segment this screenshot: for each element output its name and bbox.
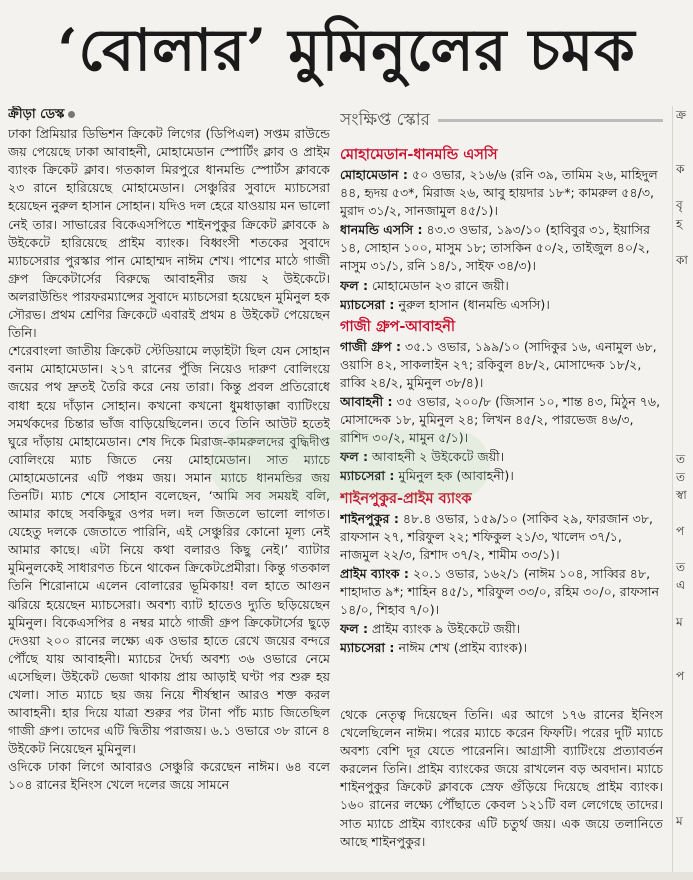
edge-fragment: ত [676,469,686,484]
edge-fragment [673,540,693,558]
scoreboard-title-text: সংক্ষিপ্ত স্কোর [340,110,430,130]
edge-fragment: হ [676,216,683,231]
article-paragraph: ওদিকে ঢাকা লিগে আবারও সেঞ্চুরি করেছেন নাঈম। ৬৪ বলে ১০৪ রানের ইনিংস খেলে দলের জয়ে সামনে [8,759,330,793]
player-of-match-line: ম্যাচসেরা : নাঈম শেখ (প্রাইম ব্যাংক)। [340,640,528,656]
edge-fragment [673,341,693,359]
edge-fragment: ম [676,813,683,828]
edge-fragment [673,721,693,739]
match-block [340,144,663,314]
edge-fragment [673,323,693,341]
edge-fragment [673,178,693,196]
player-of-match-line: ম্যাচসেরা : নুরুল হাসান (ধানমন্ডি এসসি)। [340,296,550,312]
edge-fragment [673,414,693,432]
edge-fragment: ক্র [676,108,687,122]
match-heading: গাজী গ্রুপ-আবাহনী [340,318,456,335]
edge-fragment [673,287,693,305]
edge-fragment [673,775,693,793]
edge-fragment: স্বা [676,487,687,502]
edge-fragment [673,396,693,414]
match-block [340,488,663,658]
score-line: গাজী গ্রুপ : ৩৫.১ ওভার, ১৯৯/১০ (সাদিকুর ১৬, এনামুল ৬৮, ওয়াসি ৪২, সাকলাইন ২৭; রকিবুল ৪৮/২, মোসাদ্দেক ১৮/২, রাব্বি ২৪/২, মুমিনুল ৩৮/৪)। [340,338,657,390]
scoreboard-box [340,144,663,657]
edge-fragment [673,432,693,450]
page-bottom-strip [0,872,693,880]
edge-fragment [673,305,693,323]
score-line: প্রাইম ব্যাংক : ২০.১ ওভার, ১৬২/১ (নাঈম ১০৪, সাব্বির ৪৮, শাহাদাত ৯*; শাহিন ৪৫/১, শরিফুল ৩৩/০, রহিম ৩০/০, রাফসান ১৪/০, শিহাব ৭/০)। [340,565,660,617]
match-heading: মোহামেডান-ধানমন্ডি এসসি [340,147,498,163]
scoreboard-title [340,106,663,134]
article-paragraph: ঢাকা প্রিমিয়ার ডিভিশন ক্রিকেট লিগের (ডিপিএল) সপ্তম রাউন্ডে জয় পেয়েছে ঢাকা আবাহনী, মোহামেডান স্পোর্টিং ক্লাব ও প্রাইম ব্যাংক ক্রিকেট ক্লাব। গতকাল মিরপুরে ধানমন্ডি স্পোর্টস ক্লাবকে ২৩ রানে হারিয়েছে মোহামেডান। সেঞ্চুরির সুবাদে ম্যাচসেরা হয়েছেন নুরুল হাসান সোহান। যদিও দল হেরে যাওয়ায় মন ভালো নেই তার। সাভারের বিকেএসপিতে শাইনপুকুর ক্রিকেট ক্লাবকে ৯ উইকেটে হারিয়েছে প্রাইম ব্যাংক। বিধ্বংসী শতকের সুবাদে ম্যাচসেরার পুরস্কার পান মোহাম্মদ নাঈম শেখ। পাশের মাঠে গাজী গ্রুপ ক্রিকেটার্সের বিরুদ্ধে আবাহনীর জয় ২ উইকেটে। অলরাউন্ডিং পারফরম্যান্সের সুবাদে ম্যাচসেরা হয়েছেন মুমিনুল হক সৌরভ। প্রথম শ্রেণির ক্রিকেটে এবারই প্রথম ৪ উইকেট পেয়েছেন তিনি। [8,126,330,341]
article-paragraph: শেরেবাংলা জাতীয় ক্রিকেট স্টেডিয়ামে লড়াইটা ছিল যেন সোহান বনাম মোহামেডান। ২১৭ রানের পুঁজি নিয়েও দারুণ বোলিংয়ে জয়ের পথ দ্রুতই তৈরি করে নেয় তারা। কিন্তু প্রবল প্রতিরোধে বাধা হয়ে দাঁড়ান সোহান। কখনো কখনো ধুমধাড়াক্কা ব্যাটিংয়ে সমর্থকদের চিন্তার ভাঁজ বাড়িয়েছিলেন। তবে তিনি আউট হতেই ঘুরে দাঁড়ায় মোহামেডান। শেষ দিকে মিরাজ-কামরুলদের বুদ্ধিদীপ্ত বোলিংয়ে ম্যাচ জিতে নেয় মোহামেডান। সাত ম্যাচে মোহামেডানের এটি পঞ্চম জয়। সমান ম্যাচে ধানমন্ডির জয় তিনটি। ম্যাচ শেষে সোহান বলেছেন, ‘আমি সব সময়ই বলি, আমার কাছে সবকিছুর ওপর দল। দল জিতলে ভালো লাগত। যেহেতু দলকে জেতাতে পারিনি, এই সেঞ্চুরির কোনো মূল্য নেই আমার কাছে। এটা নিয়ে কথা বলারও কিছু নেই।’ ব্যাটার মুমিনুলকেই সাধারণত চিনে থাকেন ক্রিকেটপ্রেমীরা। কিন্তু গতকাল তিনি শিরোনামে এলেন বোলারের ভূমিকায়! বল হাতে আগুন ঝরিয়ে হয়েছেন ম্যাচসেরা। অবশ্য ব্যাট হাতেও দ্যুতি ছড়িয়েছেন মুমিনুল। বিকেএসপির ৪ নম্বর মাঠে গাজী গ্রুপ ক্রিকেটার্সের ছুড়ে দেওয়া ২০০ রানের লক্ষ্যে এক ওভার হাতে রেখে জয়ের বন্দরে পৌঁছে যায় আবাহনী। ম্যাচের দৈর্ঘ্য অবশ্য ৩৬ ওভারে নেমে এসেছিল। উইকেট ভেজা থাকায় প্রায় আড়াই ঘণ্টা পর শুরু হয় খেলা। সাত ম্যাচে ছয় জয় নিয়ে শীর্ষস্থান আরও শক্ত করল আবাহনী। হার দিয়ে যাত্রা শুরুর পর টানা পাঁচ ম্যাচ জিতেছিল গাজী গ্রুপ। তাদের এটি দ্বিতীয় পরাজয়। ৬.১ ওভারে ৩৮ রানে ৪ উইকেট নিয়েছেন মুমিনুল। [8,343,330,757]
watermark-logo [210,430,490,500]
edge-fragment [673,685,693,703]
edge-fragment [673,124,693,142]
player-of-match-line: ম্যাচসেরা : মুমিনুল হক (আবাহনী)। [340,468,514,484]
result-line: ফল : আবাহনী ২ উইকেটে জয়ী। [340,449,505,465]
match-heading: শাইনপুকুর-প্রাইম ব্যাংক [340,490,472,507]
edge-fragment [673,703,693,721]
score-line: ধানমন্ডি এসসি : ৪৩.৩ ওভার, ১৯৩/১০ (হাবিবুর ৩১, ইয়াসির ১৪, সোহান ১০০, মাসুম ১৮; তাসকিন ৫০/২, তাইজুল ৪০/২, নাসুম ৩১/১, রনি ১৪/১, সাইফ ৩৪/৩)। [340,222,651,274]
edge-fragment [673,631,693,649]
score-line: মোহামেডান : ৫০ ওভার, ২১৬/৬ (রনি ৩৯, তামিম ২৬, মাহিদুল ৪৪, হৃদয় ৫৩*, মিরাজ ২৬, আবু হায়দার ১৮*; কামরুল ৫৪/৩, মুরাদ ৩১/২, সানজামুল ৪৫/১)। [340,167,658,219]
edge-fragment: কা [676,252,688,267]
title-rule [438,119,663,122]
score-line: আবাহনী : ৩৫ ওভার, ২০০/৮ (জিসান ১০, শান্ত ৪৩, মিঠুন ৭৬, মোসাদ্দেক ১৮, মুমিনুল ২৪; লিখন ৪৫/২, পারভেজ ৪৬/৩, রাশিদ ৩০/২, মামুন ৫/১)। [340,394,661,446]
bullet-dot-icon [68,111,75,118]
edge-fragment: ত [676,560,686,575]
adjacent-column-edge [672,106,693,872]
edge-fragment: ম [676,614,683,629]
edge-fragment [673,269,693,287]
edge-fragment [673,757,693,775]
desk-label: ক্রীড়া ডেস্ক [8,107,65,122]
article-paragraph: থেকে নেতৃত্ব দিয়েছেন তিনি। এর আগে ১৭৬ রানের ইনিংস খেলেছিলেন নাঈম। পরের ম্যাচে করেন ফিফটি। পরের দুটি ম্যাচে অবশ্য বেশি দূর যেতে পারেননি। আগ্রাসী ব্যাটিংয়ে প্রত্যাবর্তন করলেন তিনি। প্রাইম ব্যাংকের জয়ে রাখলেন বড় অবদান। ম্যাচে শাইনপুকুর ক্রিকেট ক্লাবকে স্রেফ গুঁড়িয়ে দিয়েছে প্রাইম ব্যাংক। ১৬০ রানের লক্ষ্যে পৌঁছাতে কেবল ১২১টি বল লেগেছে তাদের। সাত ম্যাচে প্রাইম ব্যাংকের এটি চতুর্থ জয়। এক জয়ে তলানিতে আছে শাইনপুকুর। [340,707,663,849]
edge-fragment [673,595,693,613]
edge-fragment: এ [676,578,686,593]
edge-fragment: প [676,524,685,539]
edge-fragment: ক [676,162,685,177]
edge-fragment [673,359,693,377]
edge-fragment: বৃ [676,198,683,213]
edge-fragment [673,233,693,251]
score-line: শাইনপুকুর : ৪৮.৪ ওভার, ১৫৯/১০ (সাকিব ২৯, ফারজান ৩৮, রাফসান ২৭, শরিফুল ২২; শফিকুল ২১/৩, খালেদ ৩৭/১, নাজমুল ২২/৩, রিশাদ ৩৭/২, শামীম ৩৩/১)। [340,510,654,562]
edge-fragment: প [676,668,685,683]
edge-fragment: ত [676,451,686,466]
edge-fragment [673,649,693,667]
edge-fragment [673,794,693,812]
edge-fragment [673,377,693,395]
headline: ‘বোলার’ মুমিনুলের চমক [57,16,636,84]
result-line: ফল : মোহামেডান ২৩ রানে জয়ী। [340,277,509,293]
edge-fragment [673,739,693,757]
desk-byline [8,106,330,124]
edge-fragment [673,504,693,522]
result-line: ফল : প্রাইম ব্যাংক ৯ উইকেটে জয়ী। [340,621,521,637]
article-continuation [340,706,663,851]
edge-fragment [673,142,693,160]
